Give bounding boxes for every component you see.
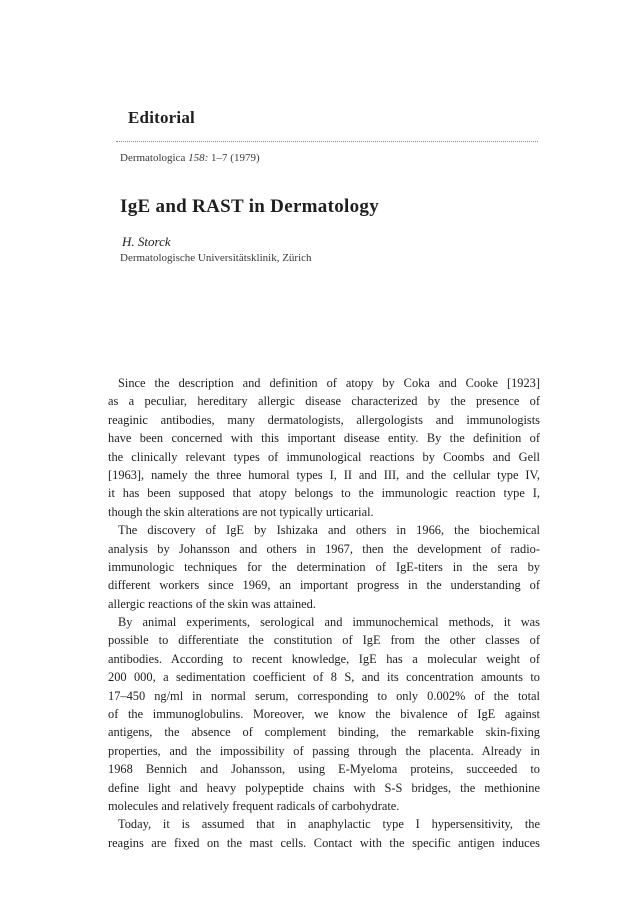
body-line: possible to differentiate the constitution of IgE from the other classes of xyxy=(108,633,540,648)
journal-name: Dermatologica xyxy=(120,152,186,164)
body-line: molecules and relatively frequent radicals of carbohydrate. xyxy=(108,798,400,813)
body-line: as a peculiar, hereditary allergic disease characterized by the presence of xyxy=(108,394,540,409)
journal-volume: 158: xyxy=(188,152,209,164)
body-line: Today, it is assumed that in anaphylactic type I hypersensitivity, the xyxy=(118,817,540,832)
body-line: it has been supposed that atopy belongs to the immunologic reaction type I, xyxy=(108,486,540,501)
body-line: Since the description and definition of atopy by Coka and Cooke [1923] xyxy=(118,376,540,390)
body-line: allergic reactions of the skin was attained. xyxy=(108,596,316,611)
body-line: define light and heavy polypeptide chains with S-S bridges, the methionine xyxy=(108,780,540,795)
body-line: antigens, the absence of complement binding, the remarkable skin-fixing xyxy=(108,725,540,740)
body-line: different workers since 1969, an important progress in the understanding of xyxy=(108,578,540,593)
header-divider xyxy=(116,141,538,142)
body-line: 17–450 ng/ml in normal serum, corresponding to only 0.002% of the total xyxy=(108,688,540,703)
article-body xyxy=(108,374,540,852)
body-line: have been concerned with this important disease entity. By the definition of xyxy=(108,431,540,446)
body-line: reaginic antibodies, many dermatologists, allergologists and immunologists xyxy=(108,412,540,427)
article-title: IgE and RAST in Dermatology xyxy=(120,196,380,217)
body-line: [1963], namely the three humoral types I, II and III, and the cellular type IV, xyxy=(108,467,540,482)
body-line: the clinically relevant types of immunological reactions by Coombs and Gell xyxy=(108,449,540,464)
article-author: H. Storck xyxy=(122,234,171,249)
body-line: immunologic techniques for the determination of IgE-titers in the sera by xyxy=(108,559,540,574)
author-affiliation: Dermatologische Universitätsklinik, Zürich xyxy=(120,252,312,264)
body-line: 200 000, a sedimentation coefficient of 8 S, and its concentration amounts to xyxy=(108,670,540,685)
body-line: though the skin alterations are not typically urticarial. xyxy=(108,504,374,519)
section-label: Editorial xyxy=(128,108,195,127)
body-line: The discovery of IgE by Ishizaka and others in 1966, the biochemical xyxy=(118,523,540,538)
body-line: 1968 Bennich and Johansson, using E-Myeloma proteins, succeeded to xyxy=(108,762,540,777)
body-line: properties, and the impossibility of passing through the placenta. Already in xyxy=(108,743,540,758)
journal-citation xyxy=(120,152,260,164)
body-line: analysis by Johansson and others in 1967, then the development of radio- xyxy=(108,541,540,556)
body-line: of the immunoglobulins. Moreover, we know the bivalence of IgE against xyxy=(108,707,540,722)
body-line: antibodies. According to recent knowledge, IgE has a molecular weight of xyxy=(108,651,540,666)
journal-pages-year: 1–7 (1979) xyxy=(211,152,260,164)
body-line: By animal experiments, serological and immunochemical methods, it was xyxy=(118,615,540,630)
body-line: reagins are fixed on the mast cells. Contact with the specific antigen induces xyxy=(108,835,540,850)
